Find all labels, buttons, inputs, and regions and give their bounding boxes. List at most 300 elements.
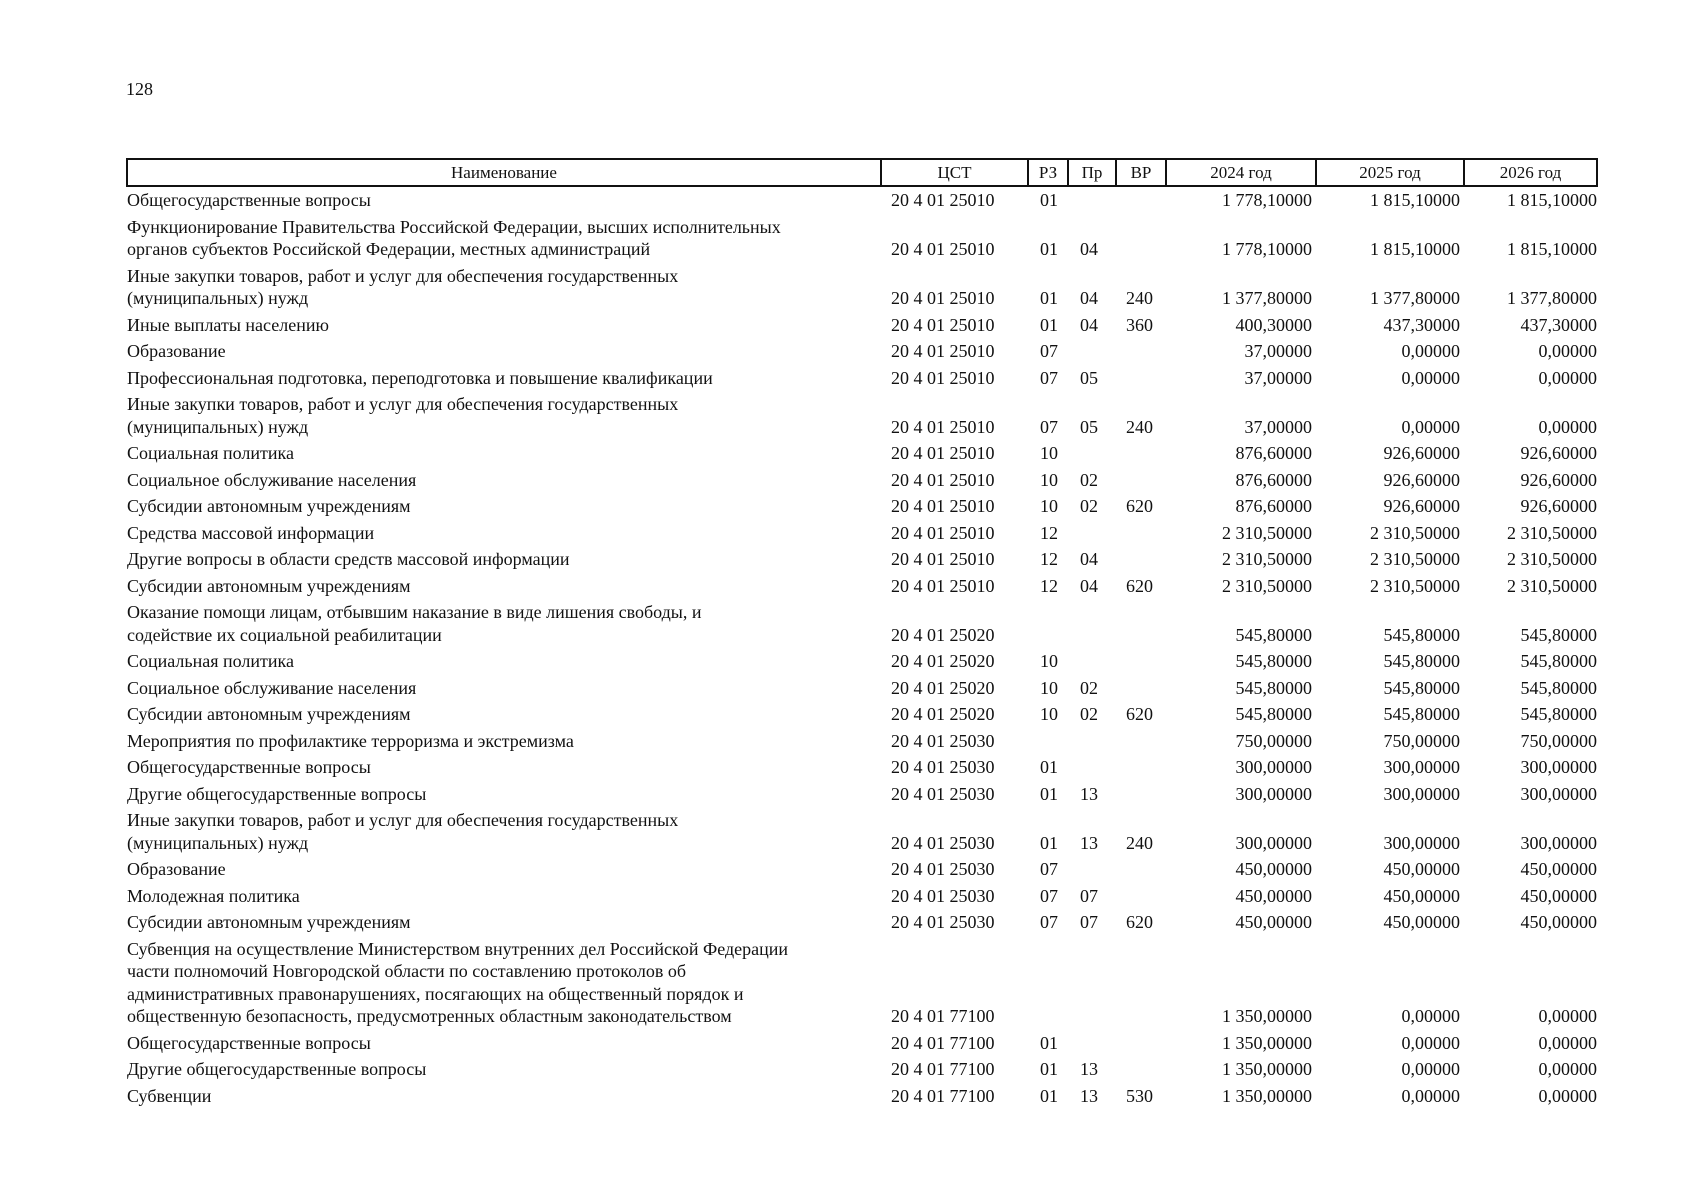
cell-name — [127, 728, 881, 755]
cell-cst: 20 4 01 77100 — [891, 1085, 995, 1106]
header-2024: 2024 год — [1166, 159, 1316, 186]
cell-name-line: (муниципальных) нужд — [127, 288, 309, 308]
cell-2025: 450,00000 — [1383, 859, 1460, 879]
cell-2026: 1 815,10000 — [1507, 239, 1597, 259]
cell-rz: 01 — [1040, 314, 1058, 335]
cell-2026: 545,80000 — [1520, 704, 1597, 724]
table-row — [127, 909, 1597, 936]
cell-vr: 620 — [1126, 704, 1153, 724]
cell-2024: 1 350,00000 — [1222, 1085, 1312, 1106]
cell-cst: 20 4 01 25030 — [891, 885, 995, 906]
table-row — [127, 493, 1597, 520]
cell-2026: 450,00000 — [1520, 885, 1597, 906]
cell-name-line: Средства массовой информации — [127, 522, 375, 543]
cell-name — [127, 520, 881, 547]
cell-cst: 20 4 01 25010 — [891, 367, 995, 388]
cell-2026: 300,00000 — [1520, 832, 1597, 853]
cell-rz — [1028, 936, 1068, 1030]
cell-cst: 20 4 01 25010 — [891, 239, 995, 259]
cell-pr: 13 — [1080, 783, 1098, 804]
cell-rz: 10 — [1040, 704, 1058, 724]
cell-pr: 05 — [1080, 367, 1098, 388]
cell-name — [127, 883, 881, 910]
cell-cst: 20 4 01 25010 — [891, 288, 995, 308]
cell-name-line: Социальное обслуживание населения — [127, 677, 417, 698]
cell-cst: 20 4 01 25020 — [891, 624, 995, 645]
cell-2024: 750,00000 — [1235, 730, 1312, 751]
cell-name — [127, 1056, 881, 1083]
cell-pr: 02 — [1080, 677, 1098, 698]
cell-2024: 2 310,50000 — [1222, 575, 1312, 596]
cell-vr — [1116, 338, 1166, 365]
cell-rz: 01 — [1040, 757, 1058, 777]
cell-name — [127, 365, 881, 392]
cell-2026: 437,30000 — [1520, 314, 1597, 335]
cell-cst: 20 4 01 25030 — [891, 859, 995, 879]
table-row — [127, 391, 1597, 440]
table-row — [127, 467, 1597, 494]
cell-cst: 20 4 01 25010 — [891, 549, 995, 569]
cell-2025: 0,00000 — [1401, 1032, 1460, 1053]
table-row — [127, 1056, 1597, 1083]
cell-name-line: Субвенция на осуществление Министерством внутренних дел Российской Федерации — [127, 938, 788, 959]
cell-cst: 20 4 01 25010 — [891, 341, 995, 361]
cell-2025: 2 310,50000 — [1370, 575, 1460, 596]
cell-name-line: административных правонарушениях, посягающих на общественный порядок и — [127, 983, 744, 1004]
cell-2025: 300,00000 — [1383, 783, 1460, 804]
cell-name — [127, 391, 881, 440]
table-row — [127, 701, 1597, 728]
cell-name-line: органов субъектов Российской Федерации, местных администраций — [127, 239, 651, 259]
cell-2025: 2 310,50000 — [1370, 549, 1460, 569]
cell-pr — [1068, 754, 1116, 781]
cell-pr — [1068, 1030, 1116, 1057]
cell-vr: 620 — [1126, 912, 1153, 932]
cell-vr — [1116, 1056, 1166, 1083]
cell-pr: 02 — [1080, 469, 1098, 490]
cell-pr: 04 — [1080, 239, 1098, 259]
cell-cst: 20 4 01 25010 — [891, 469, 995, 490]
cell-2026: 750,00000 — [1520, 730, 1597, 751]
cell-rz: 01 — [1040, 1032, 1058, 1053]
cell-name — [127, 493, 881, 520]
cell-name — [127, 546, 881, 573]
cell-rz: 01 — [1040, 832, 1058, 853]
cell-cst: 20 4 01 25030 — [891, 783, 995, 804]
cell-rz: 07 — [1040, 912, 1058, 932]
cell-2026: 450,00000 — [1520, 859, 1597, 879]
page-number: 128 — [126, 79, 153, 99]
cell-2025: 1 815,10000 — [1370, 239, 1460, 259]
cell-2024: 1 778,10000 — [1222, 190, 1312, 210]
cell-rz: 10 — [1040, 469, 1058, 490]
table-row — [127, 365, 1597, 392]
header-rz: РЗ — [1028, 159, 1068, 186]
table-row — [127, 440, 1597, 467]
cell-rz — [1028, 728, 1068, 755]
table-row — [127, 214, 1597, 263]
cell-2026: 0,00000 — [1538, 341, 1597, 361]
cell-name — [127, 338, 881, 365]
cell-vr: 240 — [1126, 288, 1153, 308]
cell-cst: 20 4 01 77100 — [891, 1059, 995, 1079]
cell-2024: 2 310,50000 — [1222, 549, 1312, 569]
cell-name-line: Субсидии автономным учреждениям — [127, 496, 411, 516]
table-row — [127, 883, 1597, 910]
cell-2026: 2 310,50000 — [1507, 575, 1597, 596]
cell-vr — [1116, 1030, 1166, 1057]
cell-vr — [1116, 754, 1166, 781]
cell-2026: 926,60000 — [1520, 496, 1597, 516]
cell-name-line: Субвенции — [127, 1085, 212, 1106]
cell-pr — [1068, 440, 1116, 467]
cell-2024: 450,00000 — [1235, 859, 1312, 879]
table-row — [127, 186, 1597, 214]
cell-rz: 07 — [1040, 859, 1058, 879]
cell-vr: 620 — [1126, 575, 1153, 596]
cell-name-line: Иные закупки товаров, работ и услуг для обеспечения государственных — [127, 810, 679, 830]
cell-name — [127, 807, 881, 856]
cell-rz: 12 — [1040, 522, 1058, 543]
cell-vr — [1116, 675, 1166, 702]
cell-2025: 1 377,80000 — [1370, 288, 1460, 308]
cell-pr: 04 — [1080, 549, 1098, 569]
cell-vr — [1116, 440, 1166, 467]
cell-cst: 20 4 01 25010 — [891, 416, 995, 437]
cell-name-line: Социальная политика — [127, 443, 294, 463]
cell-vr — [1116, 599, 1166, 648]
cell-pr — [1068, 520, 1116, 547]
cell-rz: 12 — [1040, 549, 1058, 569]
cell-2024: 545,80000 — [1235, 651, 1312, 671]
cell-vr: 530 — [1126, 1085, 1153, 1106]
cell-name-line: Общегосударственные вопросы — [127, 190, 371, 210]
cell-2025: 450,00000 — [1383, 912, 1460, 932]
table-row — [127, 807, 1597, 856]
cell-2025: 2 310,50000 — [1370, 522, 1460, 543]
cell-2024: 1 778,10000 — [1222, 239, 1312, 259]
cell-2026: 545,80000 — [1520, 624, 1597, 645]
cell-name-line: Общегосударственные вопросы — [127, 1032, 371, 1053]
cell-2024: 450,00000 — [1235, 885, 1312, 906]
table-row — [127, 546, 1597, 573]
cell-2025: 926,60000 — [1383, 496, 1460, 516]
cell-name-line: Образование — [127, 341, 226, 361]
cell-name — [127, 599, 881, 648]
cell-cst: 20 4 01 25030 — [891, 730, 995, 751]
cell-name-line: Социальная политика — [127, 651, 294, 671]
cell-vr — [1116, 856, 1166, 883]
table-row — [127, 856, 1597, 883]
cell-pr: 13 — [1080, 1059, 1098, 1079]
cell-pr — [1068, 856, 1116, 883]
cell-name-line: Мероприятия по профилактике терроризма и экстремизма — [127, 730, 574, 751]
cell-name-line: Профессиональная подготовка, переподготовка и повышение квалификации — [127, 367, 713, 388]
cell-pr: 04 — [1080, 314, 1098, 335]
cell-2025: 545,80000 — [1383, 677, 1460, 698]
cell-2026: 0,00000 — [1538, 1006, 1597, 1026]
cell-pr: 04 — [1080, 575, 1098, 596]
cell-name-line: Иные закупки товаров, работ и услуг для обеспечения государственных — [127, 265, 679, 286]
cell-2024: 300,00000 — [1235, 832, 1312, 853]
header-vr: ВР — [1116, 159, 1166, 186]
cell-name-line: Субсидии автономным учреждениям — [127, 704, 411, 724]
cell-pr — [1068, 599, 1116, 648]
table-row — [127, 754, 1597, 781]
cell-2025: 0,00000 — [1401, 1059, 1460, 1079]
cell-2026: 0,00000 — [1538, 1032, 1597, 1053]
cell-vr — [1116, 365, 1166, 392]
cell-cst: 20 4 01 77100 — [891, 1006, 995, 1026]
cell-name-line: Функционирование Правительства Российской Федерации, высших исполнительных — [127, 216, 781, 237]
cell-rz: 01 — [1040, 1059, 1058, 1079]
cell-pr: 07 — [1080, 912, 1098, 932]
cell-vr — [1116, 467, 1166, 494]
cell-2024: 37,00000 — [1244, 367, 1312, 388]
header-name: Наименование — [127, 159, 881, 186]
cell-2024: 876,60000 — [1235, 443, 1312, 463]
cell-2025: 926,60000 — [1383, 469, 1460, 490]
cell-name — [127, 467, 881, 494]
cell-2025: 450,00000 — [1383, 885, 1460, 906]
cell-vr: 240 — [1126, 832, 1153, 853]
cell-2026: 0,00000 — [1538, 416, 1597, 437]
cell-pr — [1068, 936, 1116, 1030]
cell-cst: 20 4 01 25020 — [891, 677, 995, 698]
header-2025: 2025 год — [1316, 159, 1464, 186]
cell-name — [127, 214, 881, 263]
cell-rz: 01 — [1040, 783, 1058, 804]
cell-rz: 07 — [1040, 367, 1058, 388]
cell-name — [127, 856, 881, 883]
table-row — [127, 312, 1597, 339]
cell-vr — [1116, 186, 1166, 214]
cell-cst: 20 4 01 25020 — [891, 651, 995, 671]
cell-name-line: Оказание помощи лицам, отбывшим наказание в виде лишения свободы, и — [127, 602, 702, 622]
cell-2025: 0,00000 — [1401, 416, 1460, 437]
cell-2025: 437,30000 — [1383, 314, 1460, 335]
cell-2026: 545,80000 — [1520, 677, 1597, 698]
table-row — [127, 675, 1597, 702]
cell-pr: 02 — [1080, 704, 1098, 724]
cell-name — [127, 648, 881, 675]
cell-rz: 01 — [1040, 288, 1058, 308]
cell-cst: 20 4 01 25010 — [891, 190, 995, 210]
cell-rz: 07 — [1040, 885, 1058, 906]
cell-name-line: Другие общегосударственные вопросы — [127, 1059, 427, 1079]
cell-2024: 1 350,00000 — [1222, 1059, 1312, 1079]
header-pr: Пр — [1068, 159, 1116, 186]
cell-2024: 300,00000 — [1235, 757, 1312, 777]
cell-vr — [1116, 936, 1166, 1030]
cell-rz: 07 — [1040, 341, 1058, 361]
cell-rz: 12 — [1040, 575, 1058, 596]
cell-rz: 01 — [1040, 239, 1058, 259]
cell-pr: 13 — [1080, 832, 1098, 853]
table-row — [127, 781, 1597, 808]
cell-vr — [1116, 728, 1166, 755]
table-body — [127, 186, 1597, 1109]
cell-2024: 1 350,00000 — [1222, 1006, 1312, 1026]
budget-table — [126, 158, 1598, 1109]
cell-name — [127, 675, 881, 702]
cell-pr: 07 — [1080, 885, 1098, 906]
cell-name-line: Другие вопросы в области средств массовой информации — [127, 549, 570, 569]
cell-name-line: Социальное обслуживание населения — [127, 469, 417, 490]
cell-cst: 20 4 01 25010 — [891, 443, 995, 463]
cell-rz: 10 — [1040, 651, 1058, 671]
cell-name-line: Субсидии автономным учреждениям — [127, 912, 411, 932]
cell-rz — [1028, 599, 1068, 648]
cell-2025: 0,00000 — [1401, 1006, 1460, 1026]
cell-2025: 750,00000 — [1383, 730, 1460, 751]
cell-name — [127, 909, 881, 936]
cell-name — [127, 936, 881, 1030]
cell-pr — [1068, 728, 1116, 755]
cell-2025: 545,80000 — [1383, 624, 1460, 645]
cell-cst: 20 4 01 25030 — [891, 912, 995, 932]
cell-2026: 300,00000 — [1520, 783, 1597, 804]
cell-vr: 620 — [1126, 496, 1153, 516]
cell-2025: 926,60000 — [1383, 443, 1460, 463]
cell-2026: 926,60000 — [1520, 443, 1597, 463]
cell-2024: 876,60000 — [1235, 469, 1312, 490]
cell-2024: 545,80000 — [1235, 704, 1312, 724]
cell-2026: 926,60000 — [1520, 469, 1597, 490]
cell-vr — [1116, 781, 1166, 808]
table-row — [127, 936, 1597, 1030]
cell-2025: 545,80000 — [1383, 704, 1460, 724]
cell-name-line: Образование — [127, 859, 226, 879]
cell-2025: 0,00000 — [1401, 1085, 1460, 1106]
cell-vr — [1116, 546, 1166, 573]
cell-2024: 876,60000 — [1235, 496, 1312, 516]
table-row — [127, 263, 1597, 312]
cell-2026: 300,00000 — [1520, 757, 1597, 777]
table-row — [127, 338, 1597, 365]
cell-name-line: Иные выплаты населению — [127, 314, 329, 335]
cell-2026: 1 377,80000 — [1507, 288, 1597, 308]
cell-2025: 300,00000 — [1383, 757, 1460, 777]
table-row — [127, 573, 1597, 600]
cell-pr: 05 — [1080, 416, 1098, 437]
table-row — [127, 1030, 1597, 1057]
cell-2025: 1 815,10000 — [1370, 190, 1460, 210]
cell-2026: 545,80000 — [1520, 651, 1597, 671]
cell-2026: 2 310,50000 — [1507, 522, 1597, 543]
cell-cst: 20 4 01 25020 — [891, 704, 995, 724]
cell-name-line: Общегосударственные вопросы — [127, 757, 371, 777]
cell-pr — [1068, 648, 1116, 675]
cell-2025: 545,80000 — [1383, 651, 1460, 671]
cell-name-line: Субсидии автономным учреждениям — [127, 575, 411, 596]
cell-name-line: Другие общегосударственные вопросы — [127, 783, 427, 804]
cell-2026: 2 310,50000 — [1507, 549, 1597, 569]
header-2026: 2026 год — [1464, 159, 1597, 186]
cell-2024: 400,30000 — [1235, 314, 1312, 335]
table-header-row — [127, 159, 1597, 186]
table-row — [127, 1083, 1597, 1110]
cell-2024: 37,00000 — [1244, 341, 1312, 361]
cell-rz: 10 — [1040, 677, 1058, 698]
header-cst: ЦСТ — [881, 159, 1028, 186]
cell-2024: 545,80000 — [1235, 677, 1312, 698]
cell-cst: 20 4 01 25010 — [891, 522, 995, 543]
cell-vr — [1116, 883, 1166, 910]
cell-name — [127, 781, 881, 808]
cell-cst: 20 4 01 25010 — [891, 575, 995, 596]
cell-2026: 1 815,10000 — [1507, 190, 1597, 210]
cell-name — [127, 573, 881, 600]
table-row — [127, 648, 1597, 675]
cell-rz: 10 — [1040, 496, 1058, 516]
cell-name — [127, 754, 881, 781]
cell-name — [127, 263, 881, 312]
cell-2024: 2 310,50000 — [1222, 522, 1312, 543]
cell-name-line: общественную безопасность, предусмотренных областным законодательством — [127, 1006, 732, 1026]
cell-pr: 13 — [1080, 1085, 1098, 1106]
cell-2025: 0,00000 — [1401, 367, 1460, 388]
cell-name — [127, 312, 881, 339]
cell-name-line: части полномочий Новгородской области по составлению протоколов об — [127, 961, 686, 981]
table-row — [127, 520, 1597, 547]
cell-cst: 20 4 01 25030 — [891, 757, 995, 777]
cell-2026: 0,00000 — [1538, 1085, 1597, 1106]
cell-2026: 450,00000 — [1520, 912, 1597, 932]
cell-vr — [1116, 648, 1166, 675]
cell-name-line: Иные закупки товаров, работ и услуг для обеспечения государственных — [127, 394, 679, 414]
cell-2024: 1 350,00000 — [1222, 1032, 1312, 1053]
cell-pr — [1068, 338, 1116, 365]
cell-name-line: содействие их социальной реабилитации — [127, 624, 442, 645]
cell-pr: 02 — [1080, 496, 1098, 516]
cell-rz: 01 — [1040, 190, 1058, 210]
cell-pr — [1068, 186, 1116, 214]
cell-name-line: (муниципальных) нужд — [127, 832, 309, 853]
cell-name — [127, 1030, 881, 1057]
cell-cst: 20 4 01 25010 — [891, 314, 995, 335]
cell-rz: 10 — [1040, 443, 1058, 463]
table-row — [127, 599, 1597, 648]
cell-rz: 07 — [1040, 416, 1058, 437]
cell-2026: 0,00000 — [1538, 367, 1597, 388]
cell-name — [127, 440, 881, 467]
cell-name-line: Молодежная политика — [127, 885, 300, 906]
cell-2026: 0,00000 — [1538, 1059, 1597, 1079]
cell-2025: 0,00000 — [1401, 341, 1460, 361]
cell-rz: 01 — [1040, 1085, 1058, 1106]
cell-vr — [1116, 214, 1166, 263]
cell-2024: 1 377,80000 — [1222, 288, 1312, 308]
cell-name — [127, 701, 881, 728]
cell-cst: 20 4 01 77100 — [891, 1032, 995, 1053]
cell-2025: 300,00000 — [1383, 832, 1460, 853]
cell-name — [127, 1083, 881, 1110]
cell-2024: 450,00000 — [1235, 912, 1312, 932]
cell-name — [127, 186, 881, 214]
cell-2024: 545,80000 — [1235, 624, 1312, 645]
cell-name-line: (муниципальных) нужд — [127, 416, 309, 437]
cell-vr — [1116, 520, 1166, 547]
table-row — [127, 728, 1597, 755]
cell-cst: 20 4 01 25010 — [891, 496, 995, 516]
cell-vr: 240 — [1126, 416, 1153, 437]
cell-pr: 04 — [1080, 288, 1098, 308]
cell-2024: 300,00000 — [1235, 783, 1312, 804]
cell-cst: 20 4 01 25030 — [891, 832, 995, 853]
cell-2024: 37,00000 — [1244, 416, 1312, 437]
cell-vr: 360 — [1126, 314, 1153, 335]
